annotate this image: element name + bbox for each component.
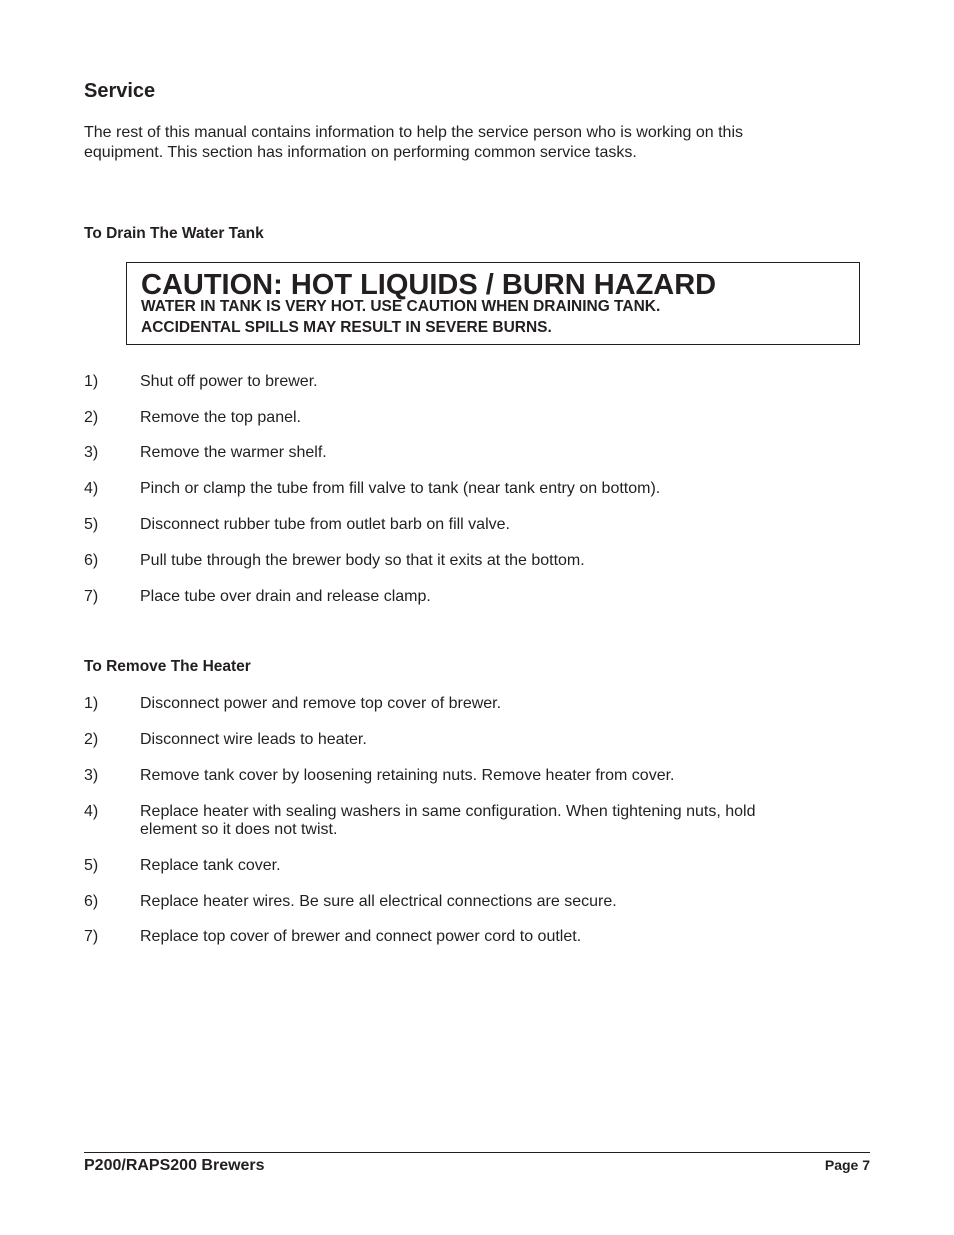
step-number: 2) [84,731,99,748]
step-text: Pull tube through the brewer body so that it exits at the bottom. [140,552,585,569]
step-text: Replace tank cover. [140,857,281,874]
step-number: 5) [84,857,99,874]
step-text: Shut off power to brewer. [140,373,318,390]
step-number: 7) [84,928,99,945]
caution-line: WATER IN TANK IS VERY HOT. USE CAUTION WHEN DRAINING TANK. [141,298,661,315]
step-text: Disconnect power and remove top cover of brewer. [140,695,502,712]
step-text: Place tube over drain and release clamp. [140,588,431,605]
step-number: 5) [84,516,99,533]
step-text-continued: element so it does not twist. [140,821,338,838]
step-text: Disconnect rubber tube from outlet barb on fill valve. [140,516,510,533]
step-text: Replace heater wires. Be sure all electrical connections are secure. [140,893,617,910]
heater-heading: To Remove The Heater [84,658,251,675]
intro-paragraph [84,123,844,163]
step-text: Pinch or clamp the tube from fill valve to tank (near tank entry on bottom). [140,480,661,497]
footer-document-title: P200/RAPS200 Brewers [84,1157,265,1174]
caution-title: CAUTION: HOT LIQUIDS / BURN HAZARD [141,269,717,301]
drain-heading: To Drain The Water Tank [84,225,264,242]
step-number: 6) [84,552,99,569]
step-text: Replace heater with sealing washers in same configuration. When tightening nuts, hold [140,803,756,820]
step-number: 3) [84,767,99,784]
caution-line: ACCIDENTAL SPILLS MAY RESULT IN SEVERE BURNS. [141,319,552,336]
step-number: 2) [84,409,99,426]
step-text: Remove the top panel. [140,409,301,426]
step-text: Disconnect wire leads to heater. [140,731,367,748]
step-number: 4) [84,480,99,497]
section-title: Service [84,80,156,102]
intro-line: The rest of this manual contains information to help the service person who is working on this [84,124,743,141]
step-number: 6) [84,893,99,910]
footer-page-number: Page 7 [824,1157,870,1173]
step-number: 1) [84,373,99,390]
step-number: 4) [84,803,99,820]
caution-box [126,262,860,345]
step-number: 7) [84,588,99,605]
intro-line: equipment. This section has information on performing common service tasks. [84,144,637,161]
step-number: 1) [84,695,99,712]
footer-divider [84,1152,870,1153]
step-text: Remove the warmer shelf. [140,444,327,461]
step-text: Remove tank cover by loosening retaining nuts. Remove heater from cover. [140,767,675,784]
step-number: 3) [84,444,99,461]
step-text: Replace top cover of brewer and connect power cord to outlet. [140,928,582,945]
